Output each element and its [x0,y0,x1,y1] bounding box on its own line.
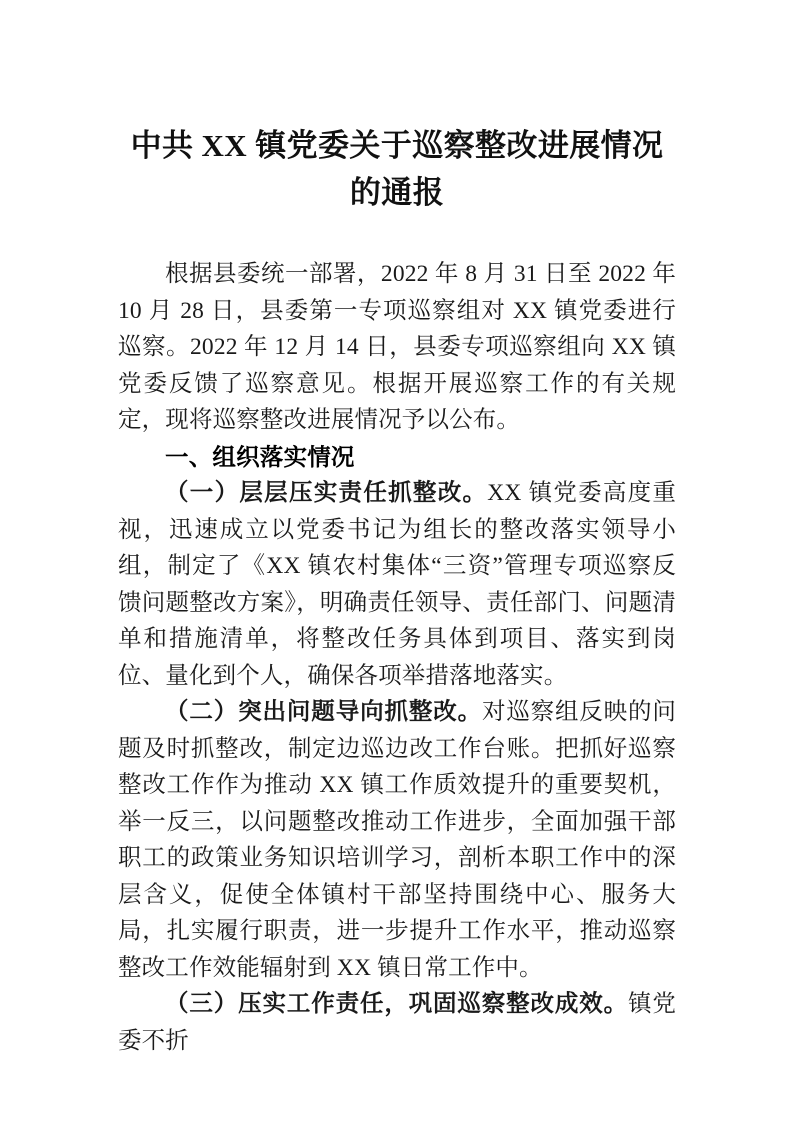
paragraph-item-two-text: 对巡察组反映的问题及时抓整改，制定边巡边改工作台账。把抓好巡察整改工作作为推动 XX 镇工作质效提升的重要契机，举一反三，以问题整改推动工作进步，全面加强干部职工的政策业务知识培训学习，剖析本职工作中的深层含义，促使全体镇村干部坚持围绕中心、服务大局，扎实履行职责，进一步提升工作水平，推动巡察整改工作效能辐射到 XX 镇日常工作中。 [118,699,676,981]
paragraph-item-one [118,475,676,694]
paragraph-item-three [118,986,676,1059]
paragraph-item-two-lead: （二）突出问题导向抓整改。 [165,699,482,725]
page-content-column [118,0,676,1059]
paragraph-item-one-lead: （一）层层压实责任抓整改。 [165,480,488,506]
section-heading-organization: 一、组织落实情况 [165,443,355,470]
paragraph-item-two [118,694,676,986]
paragraph-item-three-text: 镇党委不折 [118,991,676,1054]
title-body-spacer [118,216,676,256]
page-title: 中共 XX 镇党委关于巡察整改进展情况的通报 [130,128,664,210]
opening-paragraph: 根据县委统一部署，2022 年 8 月 31 日至 2022 年 10 月 28 日，县委第一专项巡察组对 XX 镇党委进行巡察。2022 年 12 月 14 日，县委专项巡察组向 XX 镇党委反馈了巡察意见。根据开展巡察工作的有关规定，现将巡察整改进展情况予以公布。 [118,261,676,433]
paragraph-item-three-lead: （三）压实工作责任，巩固巡察整改成效。 [165,991,629,1017]
paragraph-item-one-text: XX 镇党委高度重视，迅速成立以党委书记为组长的整改落实领导小组，制定了《XX 镇农村集体“三资”管理专项巡察反馈问题整改方案》，明确责任领导、责任部门、问题清单和措施清单，将整改任务具体到项目、落实到岗位、量化到个人，确保各项举措落地落实。 [118,480,676,689]
